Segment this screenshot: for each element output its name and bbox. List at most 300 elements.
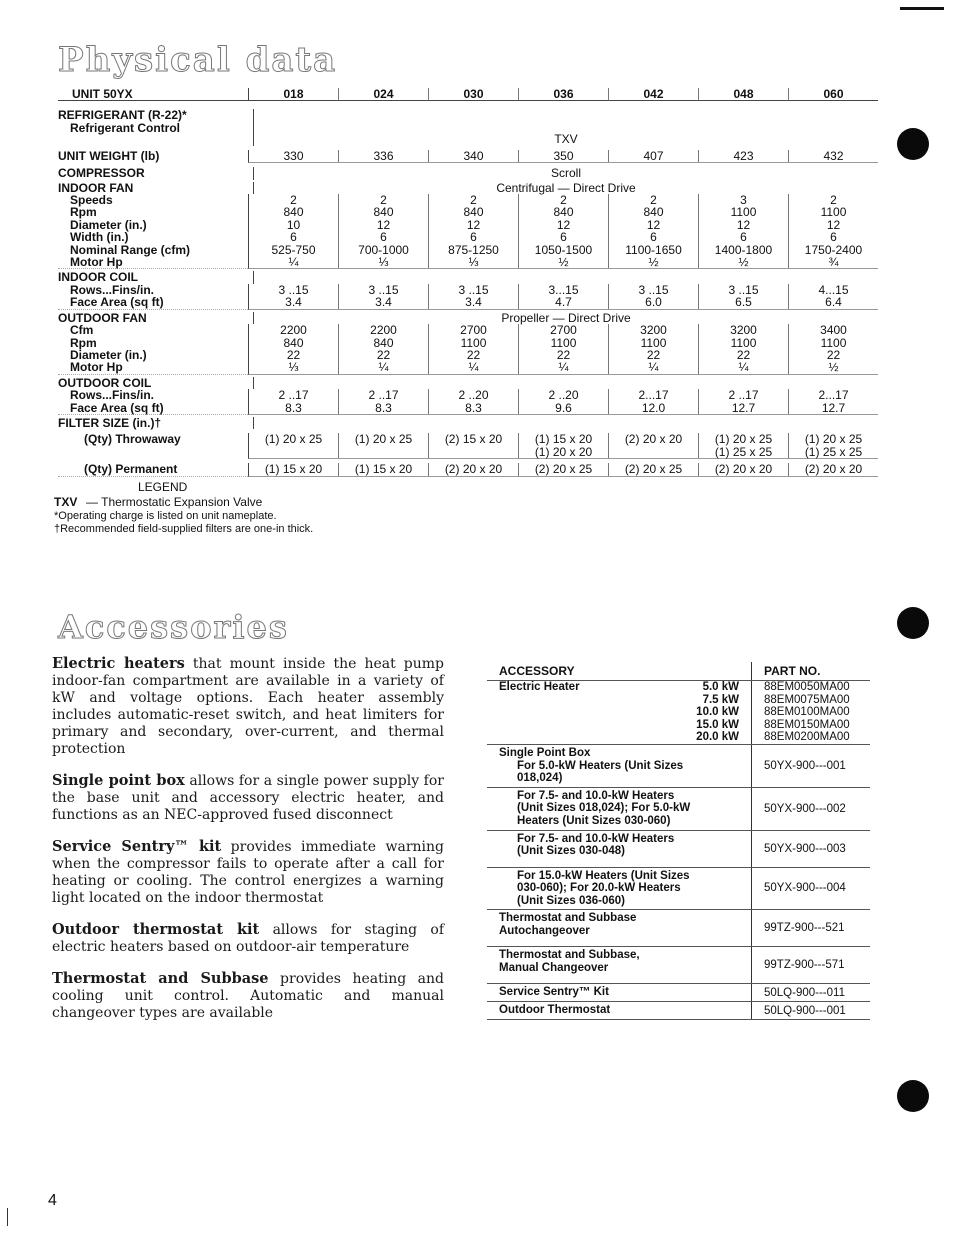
- row-label-text: Diameter (in.): [70, 347, 147, 362]
- row-cells: [253, 271, 878, 283]
- part-number-cell: [752, 788, 870, 830]
- part-number-cell: [752, 947, 870, 983]
- row-label-text: Refrigerant Control: [70, 120, 181, 135]
- table-cell: ½: [609, 256, 699, 268]
- part-number: 50YX-900---002: [764, 802, 846, 815]
- row-label-text: (Qty) Throwaway: [84, 432, 181, 447]
- row-label-text: Motor Hp: [70, 360, 123, 375]
- row-label: [58, 109, 253, 145]
- accessory-line: (Unit Sizes 018,024); For 5.0-kW: [517, 802, 691, 815]
- table-cell: 1050-1500: [519, 244, 609, 256]
- row-label: [58, 88, 248, 101]
- table-cell: 1100: [820, 335, 847, 350]
- margin-dot: [897, 1080, 929, 1112]
- table-cell: 6: [339, 231, 429, 243]
- accessory-cell: [487, 681, 752, 744]
- footnote: *Operating charge is listed on unit nameplate.: [54, 510, 277, 522]
- table-cell: 525-750: [249, 244, 339, 256]
- legend-entry: [54, 495, 313, 510]
- table-row: [58, 219, 878, 231]
- table-cell: 336: [339, 150, 429, 162]
- heater-line: [499, 681, 751, 694]
- table-cell: 4.7: [519, 296, 609, 308]
- blank-cell: [254, 271, 878, 283]
- row-cells: [248, 150, 878, 163]
- row-label-text: FILTER SIZE (in.)†: [58, 415, 162, 430]
- part-number: 88EM0100MA00: [764, 706, 850, 719]
- part-number-cell: [752, 868, 870, 910]
- row-cells: [248, 88, 878, 101]
- table-cell: 048: [699, 88, 789, 101]
- row-label-text: UNIT 50YX: [72, 87, 133, 101]
- table-cell: 3 ..15: [609, 284, 699, 296]
- accessory-paragraph: [52, 655, 444, 758]
- table-cell: 22: [699, 349, 789, 361]
- table-cell: 3.4: [429, 296, 519, 308]
- row-cells: [248, 361, 878, 374]
- table-cell: 3200: [609, 324, 699, 336]
- row-cells: [248, 296, 878, 309]
- table-cell: 2700: [429, 324, 519, 336]
- table-cell: 2 ..20: [519, 389, 609, 401]
- table-row: [487, 831, 870, 868]
- table-cell: 2 ..17: [249, 389, 339, 401]
- table-cell: ¼: [609, 361, 699, 373]
- table-row: [487, 868, 870, 911]
- accessory-term: Service Sentry™ kit: [52, 838, 222, 855]
- accessory-line: 018,024): [517, 772, 563, 785]
- spanning-cell: Scroll: [550, 166, 581, 181]
- heater-row: [487, 681, 870, 745]
- accessory-line: For 5.0-kW Heaters (Unit Sizes: [517, 759, 684, 772]
- accessory-cell: [487, 1002, 752, 1019]
- table-cell: ¼: [249, 256, 339, 268]
- row-label: [58, 389, 248, 401]
- accessories-title: Accessories: [58, 608, 289, 646]
- table-cell: ⅓: [249, 361, 339, 373]
- row-cells: [248, 433, 878, 459]
- accessory-description: provides heating and cooling unit control. Automatic and manual changeover types are available: [52, 971, 444, 1021]
- accessories-description: [52, 655, 444, 1036]
- accessory-description: allows for a single power supply for the base unit and accessory electric heater, and functions as an NEC-approved fused disconnect: [52, 773, 444, 823]
- accessory-cell: [487, 788, 752, 830]
- table-cell: 3.4: [249, 296, 339, 308]
- table-cell: ¾: [828, 255, 839, 270]
- heater-kw: 15.0 kW: [696, 718, 739, 731]
- physical-data-title: Physical data: [58, 40, 338, 80]
- row-label: [58, 271, 253, 283]
- table-row: [58, 109, 878, 145]
- table-row: [58, 231, 878, 243]
- table-cell: 10: [249, 219, 339, 231]
- row-label-text: (Qty) Permanent: [84, 462, 178, 477]
- accessory-paragraph: [52, 772, 444, 824]
- row-label-text: UNIT WEIGHT (lb): [58, 148, 160, 163]
- row-label-text: Width (in.): [70, 230, 129, 245]
- table-cell: 1100: [820, 205, 847, 220]
- table-cell: 22: [429, 349, 519, 361]
- heater-line: [499, 694, 751, 707]
- row-label-text: INDOOR FAN: [58, 180, 134, 195]
- part-number: 88EM0150MA00: [764, 718, 850, 731]
- table-cell: 2: [830, 193, 837, 208]
- table-cell: (2) 20 x 25: [609, 463, 699, 475]
- table-cell: 840: [429, 206, 519, 218]
- row-label-text: Nominal Range (cfm): [70, 242, 191, 257]
- accessory-term: Single point box: [52, 772, 185, 789]
- heater-line: [499, 706, 751, 719]
- accessory-term: Outdoor thermostat kit: [52, 921, 260, 938]
- accessory-line: For 7.5- and 10.0-kW Heaters: [517, 832, 675, 845]
- part-number: 88EM0050MA00: [764, 681, 850, 693]
- table-cell: 350: [519, 150, 609, 162]
- table-cell: 840: [249, 337, 339, 349]
- part-number: 50LQ-900---001: [764, 1004, 846, 1017]
- table-cell: 6: [609, 231, 699, 243]
- table-cell: 1100: [429, 337, 519, 349]
- table-cell: 2: [609, 194, 699, 206]
- heater-name: [499, 706, 679, 719]
- row-label-text: Rpm: [70, 335, 97, 350]
- accessory-term: Electric heaters: [52, 655, 185, 672]
- heater-kw: 20.0 kW: [696, 731, 739, 744]
- accessory-line: Outdoor Thermostat: [499, 1004, 611, 1017]
- part-number: 99TZ-900---521: [764, 922, 845, 935]
- table-cell: 6: [429, 231, 519, 243]
- table-cell: 22: [339, 349, 429, 361]
- row-label-text: OUTDOOR COIL: [58, 375, 152, 390]
- table-row: [487, 910, 870, 947]
- table-cell: 2...17: [609, 389, 699, 401]
- header-row: [58, 88, 878, 101]
- table-cell: 1100-1650: [609, 244, 699, 256]
- table-cell: 423: [699, 150, 789, 162]
- accessory-line: Thermostat and Subbase,: [499, 949, 640, 962]
- legend-abbr: TXV: [54, 495, 78, 509]
- table-cell: 3200: [699, 324, 789, 336]
- table-cell: 3 ..15: [699, 284, 789, 296]
- table-cell: 2: [249, 194, 339, 206]
- accessory-description: allows for staging of electric heaters based on outdoor-air temperature: [52, 922, 444, 955]
- accessory-parts-table: [487, 662, 870, 1020]
- accessory-cell: [487, 831, 752, 867]
- heater-line: [499, 731, 751, 744]
- row-label-text: Face Area (sq ft): [70, 400, 164, 415]
- heater-kw: 5.0 kW: [702, 681, 739, 693]
- accessory-cell: [487, 910, 752, 946]
- accessory-line: Autochangeover: [499, 924, 590, 937]
- row-label: [58, 150, 248, 163]
- table-row: [487, 984, 870, 1002]
- heater-line: [499, 719, 751, 732]
- table-cell: 3400: [820, 323, 847, 338]
- table-cell: (2) 20 x 25: [519, 463, 609, 475]
- table-cell: 036: [519, 88, 609, 101]
- part-number-cell: [752, 910, 870, 946]
- accessory-cell: [487, 745, 752, 787]
- row-cells: [248, 402, 878, 415]
- table-cell: 22: [609, 349, 699, 361]
- table-cell: 4...15: [818, 282, 849, 297]
- accessory-line: Thermostat and Subbase: [499, 912, 637, 925]
- heater-name: [499, 731, 679, 744]
- table-row: [58, 417, 878, 429]
- row-label: [58, 402, 248, 415]
- table-cell: 22: [249, 349, 339, 361]
- table-cell: 840: [609, 206, 699, 218]
- table-cell: 2...17: [818, 388, 849, 403]
- heater-kw: 10.0 kW: [696, 706, 739, 719]
- table-cell: 6.5: [699, 296, 789, 308]
- legend-abbr-text: — Thermostatic Expansion Valve: [86, 495, 263, 509]
- table-cell: 6: [519, 231, 609, 243]
- row-cells: [248, 389, 878, 401]
- legend-title: LEGEND: [138, 480, 188, 494]
- margin-dot: [897, 128, 929, 160]
- heater-kw: 7.5 kW: [702, 693, 739, 706]
- table-row: [58, 256, 878, 269]
- table-cell: 840: [339, 206, 429, 218]
- row-label-text: Motor Hp: [70, 255, 123, 270]
- row-cells: [248, 256, 878, 269]
- table-cell: (2) 20 x 20: [609, 433, 699, 458]
- heater-name: [499, 694, 679, 707]
- part-number-cell: [752, 831, 870, 867]
- part-number-cell: [752, 1002, 870, 1019]
- table-cell: 1100: [519, 337, 609, 349]
- table-cell: ¼: [519, 361, 609, 373]
- table-cell: (1) 20 x 25: [249, 433, 339, 458]
- table-row: [58, 296, 878, 309]
- table-cell: 018: [249, 88, 339, 101]
- accessory-line: 030-060); For 20.0-kW Heaters: [517, 882, 681, 895]
- table-row: [58, 433, 878, 459]
- margin-mark: [7, 1208, 8, 1226]
- part-number: 99TZ-900---571: [764, 959, 845, 972]
- legend: [54, 480, 313, 536]
- row-label-text: OUTDOOR FAN: [58, 310, 147, 325]
- row-label-text: Speeds: [70, 193, 113, 208]
- row-label: [58, 296, 248, 309]
- row-label-text: COMPRESSOR: [58, 166, 145, 181]
- table-cell: 3 ..15: [249, 284, 339, 296]
- margin-dot: [897, 607, 929, 639]
- table-cell: (2) 15 x 20: [429, 433, 519, 458]
- table-row: [58, 182, 878, 194]
- table-row: [58, 167, 878, 179]
- table-cell: 12.7: [821, 400, 846, 415]
- table-cell: 3: [699, 194, 789, 206]
- accessory-line: Heaters (Unit Sizes 030-060): [517, 814, 671, 827]
- table-row: [58, 324, 878, 336]
- row-cells: [248, 463, 878, 476]
- row-label-text: Face Area (sq ft): [70, 295, 164, 310]
- accessory-cell: [487, 947, 752, 983]
- table-cell: 3...15: [519, 284, 609, 296]
- physical-data-table: [58, 88, 878, 477]
- table-row: [58, 463, 878, 476]
- table-cell: 2: [519, 194, 609, 206]
- table-cell: 432: [823, 148, 844, 163]
- part-number: 50YX-900---003: [764, 842, 846, 855]
- table-row: [487, 947, 870, 984]
- part-number: 50YX-900---001: [764, 759, 846, 772]
- heater-name: Electric Heater: [499, 681, 580, 693]
- table-cell: 2 ..20: [429, 389, 519, 401]
- table-cell: 340: [429, 150, 519, 162]
- table-cell: ⅓: [339, 256, 429, 268]
- table-cell: 12.0: [609, 402, 699, 414]
- table-cell: 840: [339, 337, 429, 349]
- table-cell: 6: [699, 231, 789, 243]
- table-cell: 22: [826, 347, 841, 362]
- table-cell: 6: [249, 231, 339, 243]
- table-cell: 407: [609, 150, 699, 162]
- row-label-text: Diameter (in.): [70, 217, 147, 232]
- table-cell: 6.4: [825, 295, 842, 310]
- table-cell: (2) 20 x 20: [429, 463, 519, 475]
- part-number: 50YX-900---004: [764, 882, 846, 895]
- column-header-part: PART NO.: [764, 664, 821, 678]
- table-row: [58, 389, 878, 401]
- table-cell: ½: [519, 256, 609, 268]
- accessory-line: Manual Changeover: [499, 961, 609, 974]
- table-cell: 3 ..15: [339, 284, 429, 296]
- table-cell: 875-1250: [429, 244, 519, 256]
- table-cell: 700-1000: [339, 244, 429, 256]
- accessory-cell: [487, 984, 752, 1001]
- table-cell: 030: [429, 88, 519, 101]
- part-number-cell: [752, 984, 870, 1001]
- row-cells: [248, 206, 878, 218]
- table-cell: (1) 20 x 25: [339, 433, 429, 458]
- row-label-text: Rows...Fins/in.: [70, 388, 155, 403]
- table-cell: 840: [249, 206, 339, 218]
- table-cell: 12: [609, 219, 699, 231]
- table-cell: 3.4: [339, 296, 429, 308]
- table-cell: 12: [519, 219, 609, 231]
- table-cell: 1750-2400: [804, 242, 863, 257]
- table-row: [58, 150, 878, 163]
- table-cell: ½: [828, 360, 839, 375]
- heater-name: [499, 719, 679, 732]
- table-cell: 2200: [339, 324, 429, 336]
- table-cell: 1400-1800: [699, 244, 789, 256]
- spanning-cell: Centrifugal — Direct Drive: [496, 180, 636, 195]
- table-row: [58, 361, 878, 374]
- table-cell: 330: [249, 150, 339, 162]
- accessory-term: Thermostat and Subbase: [52, 970, 269, 987]
- row-cells: [248, 231, 878, 243]
- row-label-text: Rpm: [70, 205, 97, 220]
- table-cell: ¼: [339, 361, 429, 373]
- footnote: †Recommended field-supplied filters are one-in thick.: [54, 523, 314, 535]
- blank-cell: [254, 417, 878, 429]
- table-cell: 060: [789, 88, 878, 101]
- row-label: [58, 256, 248, 269]
- table-cell: 2700: [519, 324, 609, 336]
- accessory-description: provides immediate warning when the compressor fails to operate after a call for heating or cooling. The control energizes a warning light located on the indoor thermostat: [52, 839, 444, 906]
- part-number: 50LQ-900---011: [764, 986, 845, 999]
- table-cell: (1) 15 x 20: [339, 463, 429, 475]
- table-cell: 6: [830, 230, 837, 245]
- row-label: [58, 231, 248, 243]
- part-number: 88EM0200MA00: [764, 731, 850, 744]
- table-cell: (2) 20 x 20: [699, 463, 789, 475]
- spanning-cell: Propeller — Direct Drive: [501, 310, 631, 325]
- table-cell: 3 ..15: [429, 284, 519, 296]
- table-cell: 12: [699, 219, 789, 231]
- table-cell: 1100: [609, 337, 699, 349]
- table-cell: 12: [826, 217, 841, 232]
- row-label-text: Cfm: [70, 323, 94, 338]
- table-cell: (1) 20 x 25 (1) 25 x 25: [699, 433, 789, 458]
- accessory-description: that mount inside the heat pump indoor-fan compartment are available in a variety of kW and voltage options. Each heater assembly includes automatic-reset switch, and heat limiters for primary and secondary, over-current, and thermal protection: [52, 656, 444, 757]
- accessory-line: Service Sentry™ Kit: [499, 986, 609, 999]
- table-cell: (1) 15 x 20 (1) 20 x 20: [519, 433, 609, 458]
- corner-mark: [900, 7, 944, 10]
- table-row: [58, 271, 878, 283]
- accessory-paragraph: [52, 970, 444, 1022]
- row-cells: [253, 167, 878, 179]
- accessory-paragraph: [52, 921, 444, 956]
- page-number: 4: [48, 1192, 57, 1209]
- table-cell: 8.3: [429, 402, 519, 414]
- column-header-accessory: ACCESSORY: [499, 664, 575, 678]
- table-cell: 1100: [699, 206, 789, 218]
- table-cell: 042: [609, 88, 699, 101]
- table-row: [487, 788, 870, 831]
- table-cell: 6.0: [609, 296, 699, 308]
- table-cell: 1100: [699, 337, 789, 349]
- table-cell: (1) 15 x 20: [249, 463, 339, 475]
- row-label-text: REFRIGERANT (R-22)*: [58, 108, 187, 123]
- table-cell: ⅓: [429, 256, 519, 268]
- row-label: [58, 324, 248, 336]
- table-cell: 9.6: [519, 402, 609, 414]
- table-cell: ¼: [429, 361, 519, 373]
- table-header: [487, 662, 870, 681]
- accessory-cell: [487, 662, 752, 680]
- row-label: [58, 463, 248, 476]
- table-cell: 2: [339, 194, 429, 206]
- table-row: [58, 402, 878, 415]
- row-cells: [248, 324, 878, 336]
- table-cell: 840: [519, 206, 609, 218]
- table-row: [487, 745, 870, 788]
- table-cell: 2200: [249, 324, 339, 336]
- table-cell: 2: [429, 194, 519, 206]
- row-label: [58, 206, 248, 218]
- row-label: [58, 361, 248, 374]
- accessory-cell: [487, 868, 752, 910]
- accessory-line: (Unit Sizes 036-060): [517, 894, 626, 907]
- table-cell: 8.3: [249, 402, 339, 414]
- part-number-cell: [752, 745, 870, 787]
- row-cells: [253, 109, 878, 145]
- row-label-text: Rows...Fins/in.: [70, 282, 155, 297]
- refrigerant-control-value: TXV: [554, 132, 578, 147]
- table-cell: 12.7: [699, 402, 789, 414]
- table-cell: ¼: [699, 361, 789, 373]
- table-cell: 12: [339, 219, 429, 231]
- row-label-text: INDOOR COIL: [58, 270, 138, 285]
- row-label: [58, 433, 248, 459]
- row-cells: [253, 417, 878, 429]
- accessory-paragraph: [52, 838, 444, 907]
- row-label: [58, 167, 253, 179]
- accessory-line: (Unit Sizes 030-048): [517, 845, 626, 858]
